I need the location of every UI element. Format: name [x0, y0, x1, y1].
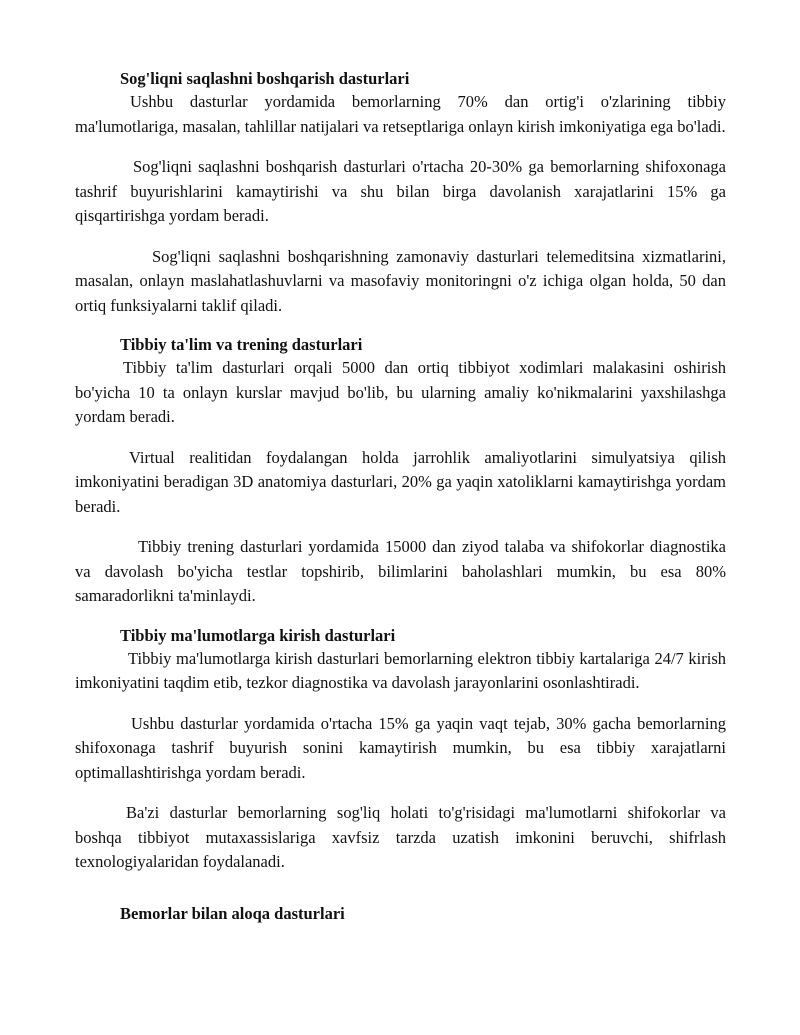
paragraph: Ushbu dasturlar yordamida o'rtacha 15% ga yaqin vaqt tejab, 30% gacha bemorlarning shifoxonaga tashrif buyurish sonini kamaytirish mumkin, bu esa tibbiy xarajatlarni optimallashtirishga yordam beradi.: [75, 713, 726, 782]
document-page: [75, 68, 726, 925]
paragraph: Sog'liqni saqlashni boshqarish dasturlari o'rtacha 20-30% ga bemorlarning shifoxonaga tashrif buyurishlarini kamaytirishi va shu bilan birga davolanish xarajatlarini 15% ga qisqartirishga yordam beradi.: [75, 157, 726, 225]
paragraph: Ushbu dasturlar yordamida bemorlarning 70% dan ortig'i o'zlarining tibbiy ma'lumotlariga, masalan, tahlillar natijalari va retseptlariga onlayn kirish imkoniyatiga ega bo'ladi.: [75, 92, 726, 136]
paragraph: Virtual realitidan foydalangan holda jarrohlik amaliyotlarini simulyatsiya qilish imkoniyatini beradigan 3D anatomiya dasturlari, 20% ga yaqin xatoliklarni kamaytirishga yordam beradi.: [75, 447, 726, 516]
section-heading: Tibbiy ma'lumotlarga kirish dasturlari: [120, 625, 396, 645]
paragraph: Tibbiy ta'lim dasturlari orqali 5000 dan ortiq tibbiyot xodimlari malakasini oshirish bo'yicha 10 ta onlayn kurslar mavjud bo'lib, bu ularning amaliy ko'nikmalarini yaxshilashga yordam beradi.: [75, 358, 726, 426]
section-heading: Bemorlar bilan aloqa dasturlari: [120, 903, 345, 923]
paragraph: Sog'liqni saqlashni boshqarishning zamonaviy dasturlari telemeditsina xizmatlarini, masalan, onlayn maslahatlashuvlarni va masofaviy monitoringni o'z ichiga olgan holda, 50 dan ortiq funksiyalarni taklif qiladi.: [75, 246, 726, 315]
paragraph: Tibbiy ma'lumotlarga kirish dasturlari bemorlarning elektron tibbiy kartalariga 24/7 kirish imkoniyatini taqdim etib, tezkor diagnostika va davolash jarayonlarini osonlashtiradi.: [75, 648, 726, 692]
section-heading: Tibbiy ta'lim va trening dasturlari: [120, 335, 363, 354]
paragraph: Tibbiy trening dasturlari yordamida 15000 dan ziyod talaba va shifokorlar diagnostika va davolash bo'yicha testlar topshirib, bilimlarini baholashlari mumkin, bu esa 80% samaradorlikni ta'minlaydi.: [75, 537, 726, 605]
section-heading: Sog'liqni saqlashni boshqarish dasturlari: [120, 69, 410, 88]
paragraph: Ba'zi dasturlar bemorlarning sog'liq holati to'g'risidagi ma'lumotlarni shifokorlar va boshqa tibbiyot mutaxassislariga xavfsiz tarzda uzatish imkonini beruvchi, shifrlash texnologiyalaridan foydalanadi.: [75, 803, 726, 871]
